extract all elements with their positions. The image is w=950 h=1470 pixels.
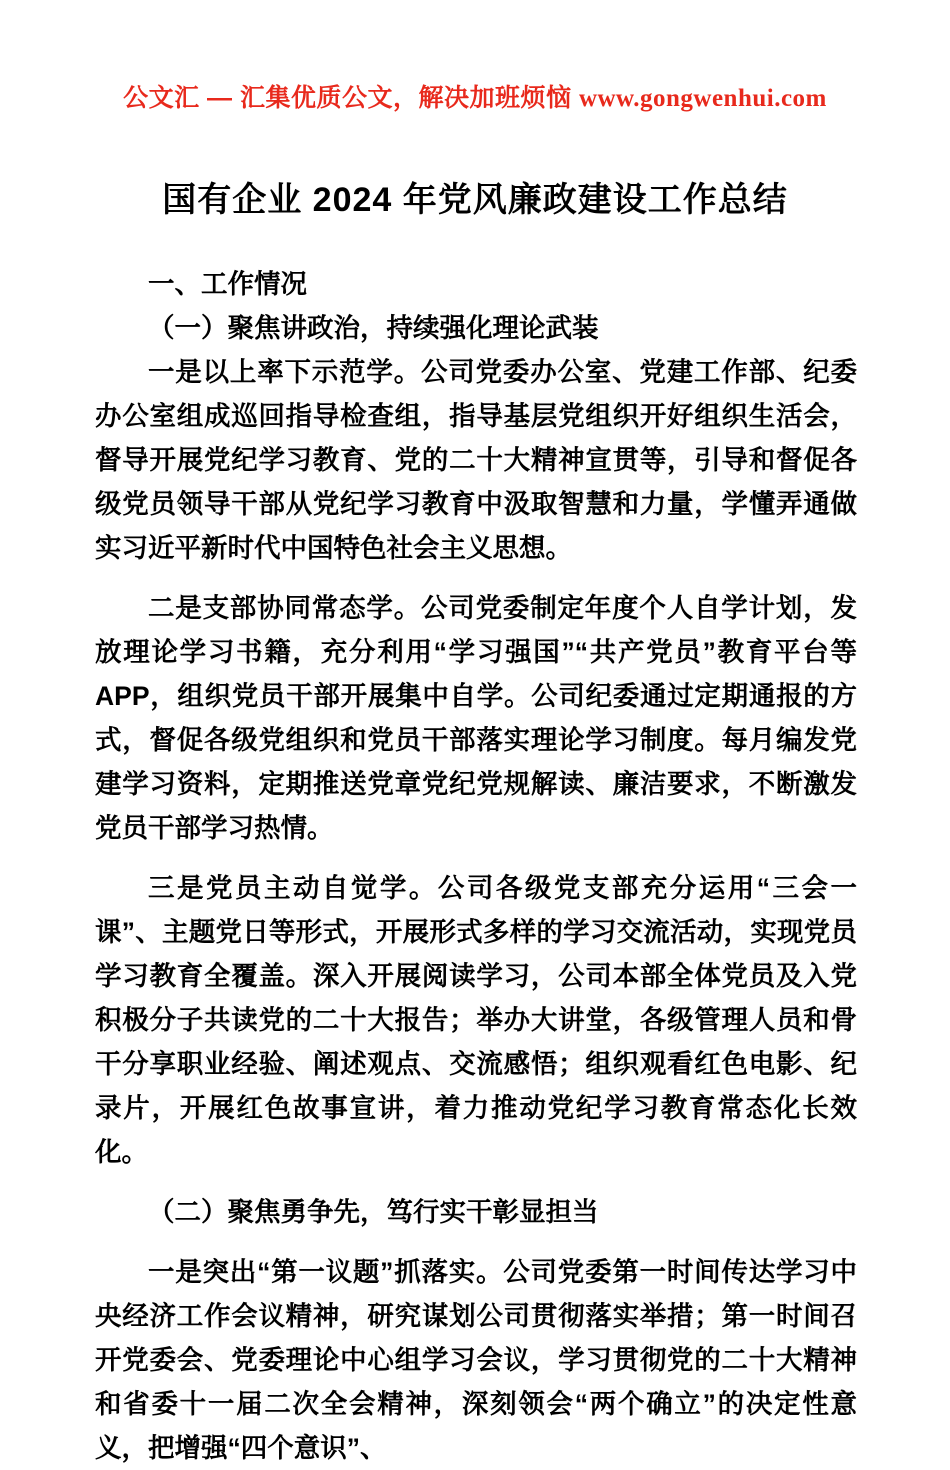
paragraph-4: 一是突出“第一议题”抓落实。公司党委第一时间传达学习中央经济工作会议精神，研究谋划公司贯彻落实举措；第一时间召开党委会、党委理论中心组学习会议，学习贯彻党的二十大精神和省委十一届二次全会精神，深刻领会“两个确立”的决定性意义，把增强“四个意识”、 — [95, 1257, 857, 1463]
section-heading-1: 一、工作情况 — [148, 269, 307, 299]
document-body — [95, 262, 857, 1470]
subsection-heading-2: （二）聚焦勇争先，笃行实干彰显担当 — [148, 1197, 599, 1227]
watermark-banner — [0, 78, 950, 114]
paragraph-3: 三是党员主动自觉学。公司各级党支部充分运用“三会一课”、主题党日等形式，开展形式多样的学习交流活动，实现党员学习教育全覆盖。深入开展阅读学习，公司本部全体党员及入党积极分子共读党的二十大报告；举办大讲堂，各级管理人员和骨干分享职业经验、阐述观点、交流感悟；组织观看红色电影、纪录片，开展红色故事宣讲，着力推动党纪学习教育常态化长效化。 — [95, 873, 857, 1167]
paragraph-2: 二是支部协同常态学。公司党委制定年度个人自学计划，发放理论学习书籍，充分利用“学习强国”“共产党员”教育平台等 APP，组织党员干部开展集中自学。公司纪委通过定期通报的方式，督促各级党组织和党员干部落实理论学习制度。每月编发党建学习资料，定期推送党章党纪党规解读、廉洁要求，不断激发党员干部学习热情。 — [95, 593, 857, 843]
watermark-url: www.gongwenhui.com — [578, 85, 827, 112]
paragraph-1: 一是以上率下示范学。公司党委办公室、党建工作部、纪委办公室组成巡回指导检查组，指导基层党组织开好组织生活会，督导开展党纪学习教育、党的二十大精神宣贯等，引导和督促各级党员领导干部从党纪学习教育中汲取智慧和力量，学懂弄通做实习近平新时代中国特色社会主义思想。 — [95, 357, 857, 563]
page-title: 国有企业 2024 年党风廉政建设工作总结 — [162, 181, 788, 219]
watermark-text: 公文汇 — 汇集优质公文，解决加班烦恼 — [123, 84, 579, 112]
subsection-heading-1: （一）聚焦讲政治，持续强化理论武装 — [148, 313, 599, 343]
